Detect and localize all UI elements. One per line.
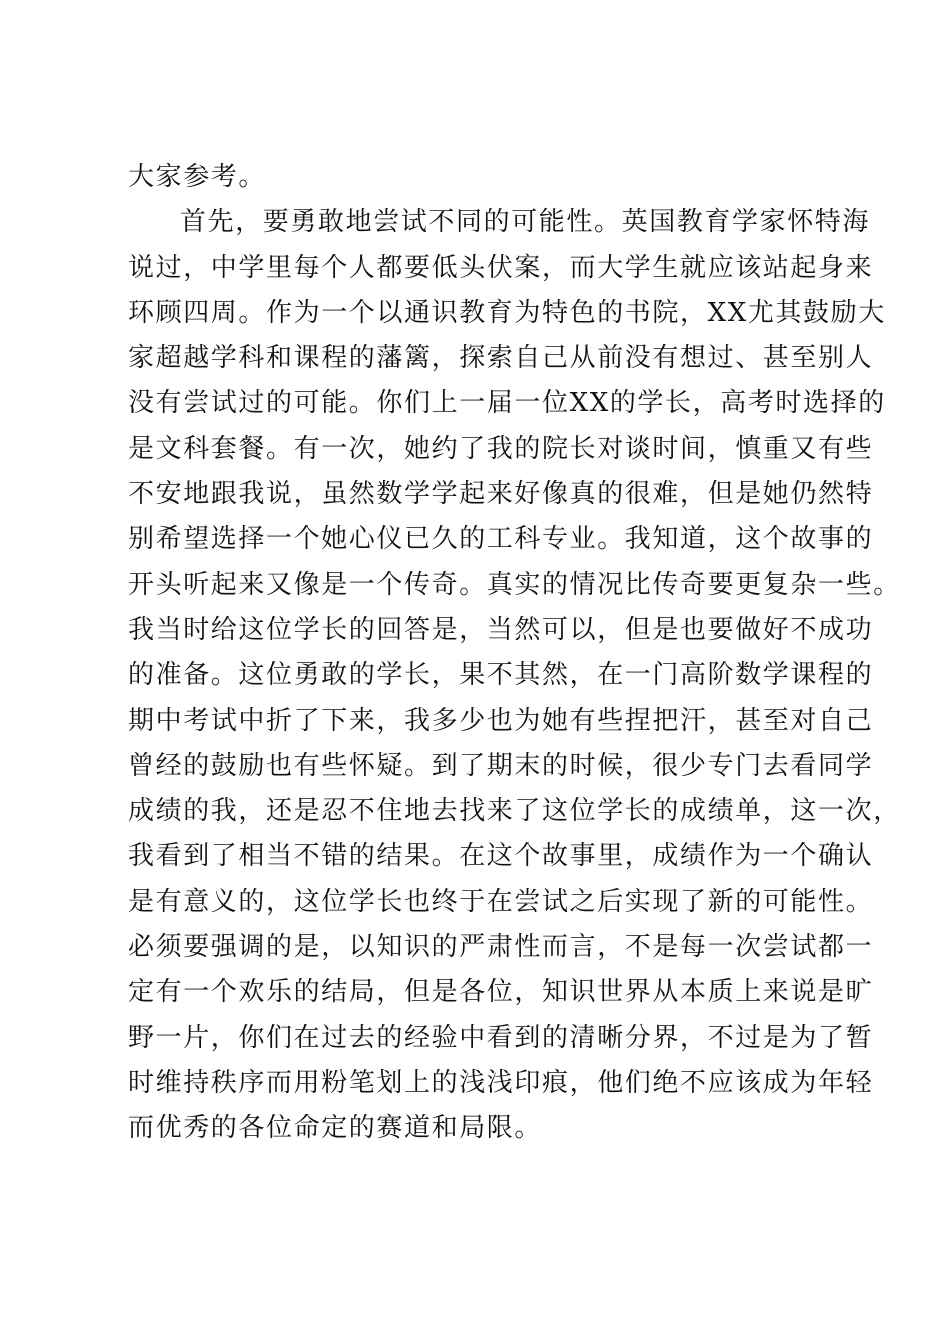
text-line: 没有尝试过的可能。你们上一届一位XX的学长，高考时选择的 <box>128 388 886 419</box>
text-line: 别希望选择一个她心仪已久的工科专业。我知道，这个故事的 <box>128 524 874 555</box>
text-line: 期中考试中折了下来，我多少也为她有些捏把汗，甚至对自己 <box>128 705 874 736</box>
text-line: 必须要强调的是，以知识的严肃性而言，不是每一次尝试都一 <box>128 932 874 963</box>
text-line: 开头听起来又像是一个传奇。真实的情况比传奇要更复杂一些。 <box>128 569 901 600</box>
text-line: 环顾四周。作为一个以通识教育为特色的书院，XX尤其鼓励大 <box>128 297 886 328</box>
text-line: 成绩的我，还是忍不住地去找来了这位学长的成绩单，这一次， <box>128 796 901 827</box>
text-line: 不安地跟我说，虽然数学学起来好像真的很难，但是她仍然特 <box>128 479 874 510</box>
text-line: 是文科套餐。有一次，她约了我的院长对谈时间，慎重又有些 <box>128 433 874 464</box>
text-line: 是有意义的，这位学长也终于在尝试之后实现了新的可能性。 <box>128 886 874 917</box>
text-line: 曾经的鼓励也有些怀疑。到了期末的时候，很少专门去看同学 <box>128 750 874 781</box>
text-line: 而优秀的各位命定的赛道和局限。 <box>128 1113 543 1144</box>
text-line: 说过，中学里每个人都要低头伏案，而大学生就应该站起身来 <box>128 252 874 283</box>
text-line: 大家参考。 <box>128 162 267 192</box>
text-line: 时维持秩序而用粉笔划上的浅浅印痕，他们绝不应该成为年轻 <box>128 1067 874 1098</box>
body-text <box>128 155 901 1152</box>
text-line: 的准备。这位勇敢的学长，果不其然，在一门高阶数学课程的 <box>128 660 874 691</box>
text-line: 定有一个欢乐的结局，但是各位，知识世界从本质上来说是旷 <box>128 977 874 1008</box>
paragraph-first-line: 首先，要勇敢地尝试不同的可能性。英国教育学家怀特海 <box>180 207 871 238</box>
text-line: 我看到了相当不错的结果。在这个故事里，成绩作为一个确认 <box>128 841 874 872</box>
text-line: 家超越学科和课程的藩篱，探索自己从前没有想过、甚至别人 <box>128 343 874 374</box>
text-line: 我当时给这位学长的回答是，当然可以，但是也要做好不成功 <box>128 614 874 645</box>
text-line: 野一片，你们在过去的经验中看到的清晰分界，不过是为了暂 <box>128 1022 874 1053</box>
